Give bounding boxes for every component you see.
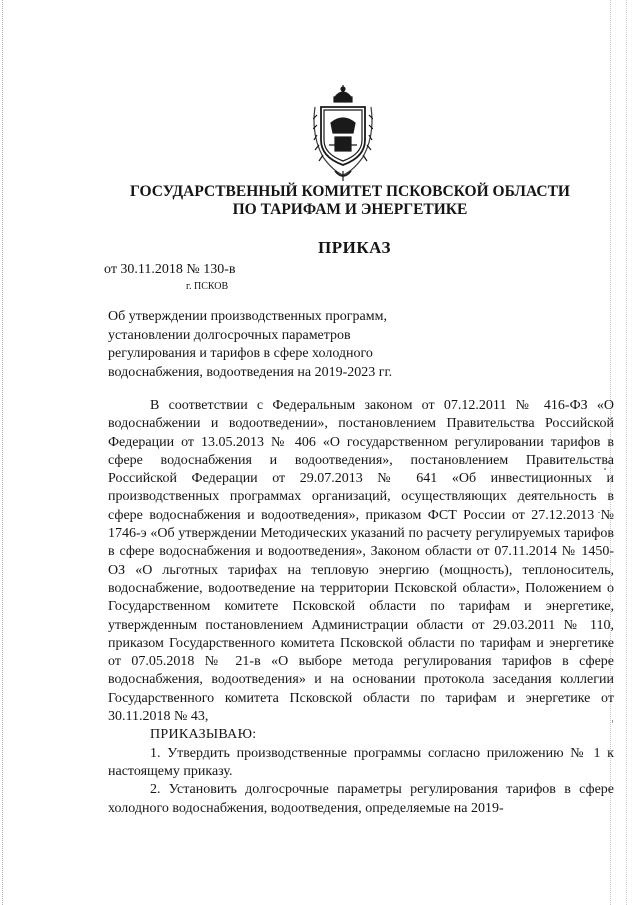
order-verb: ПРИКАЗЫВАЮ: [150,727,257,743]
document-type-title: ПРИКАЗ [318,238,391,257]
document-body [108,397,614,818]
document-subject [108,308,448,382]
order-item-2: 2. Установить долгосрочные параметры регулирования тарифов в сфере холодного водоснабжения, водоотведения, определяемые на 2019- [108,782,614,816]
document-date-number: от 30.11.2018 № 130-в [104,262,236,277]
order-item-1: 1. Утвердить производственные программы согласно приложению № 1 к настоящему приказу. [108,745,614,779]
pskov-coat-of-arms-icon [313,85,373,185]
subject-line: водоснабжения, водоотведения на 2019-2023 гг. [108,364,393,380]
scan-edge-left [2,0,4,905]
scan-edge-right-outer [626,0,628,905]
org-title-line1: ГОСУДАРСТВЕННЫЙ КОМИТЕТ ПСКОВСКОЙ ОБЛАСТИ [129,183,570,200]
org-title-line2: ПО ТАРИФАМ И ЭНЕРГЕТИКЕ [232,201,468,218]
subject-line: регулирования и тарифов в сфере холодного [108,346,373,361]
subject-line: Об утверждении производственных программ, [108,309,387,324]
subject-line: установлении долгосрочных параметров [108,327,351,343]
document-city: г. ПСКОВ [186,281,229,292]
preamble-paragraph: В соответствии с Федеральным законом от 07.12.2011 № 416-ФЗ «О водоснабжении и водоотведении», постановлением Правительства Российской Федерации от 13.05.2013 № 406 «О государственном регулировании тарифов в сфере водоснабжения и водоотведения», постановлением Правительства Российской Федерации от 29.07.2013 № 641 «Об инвестиционных и производственных программах организаций, осуществляющих деятельность в сфере водоснабжения и водоотведения», приказом ФСТ России от 27.12.2013 № 1746-э «Об утверждении Методических указаний по расчету регулируемых тарифов в сфере водоснабжения и водоотведения», Законом области от 07.11.2014 № 1450-ОЗ «О льготных тарифах на тепловую энергию (мощность), теплоноситель, водоснабжение, водоотведение на территории Псковской области», Положением о Государственном комитете Псковской области по тарифам и энергетике, утвержденным постановлением Администрации области от 29.03.2011 № 110, приказом Государственного комитета Псковской области по тарифам и энергетике от 07.05.2018 № 21-в «О выборе метода регулирования тарифов в сфере водоснабжения, водоотведения» и на основании протокола заседания коллегии Государственного комитета Псковской области по тарифам и энергетике от 30.11.2018 № 43, [108,398,614,725]
